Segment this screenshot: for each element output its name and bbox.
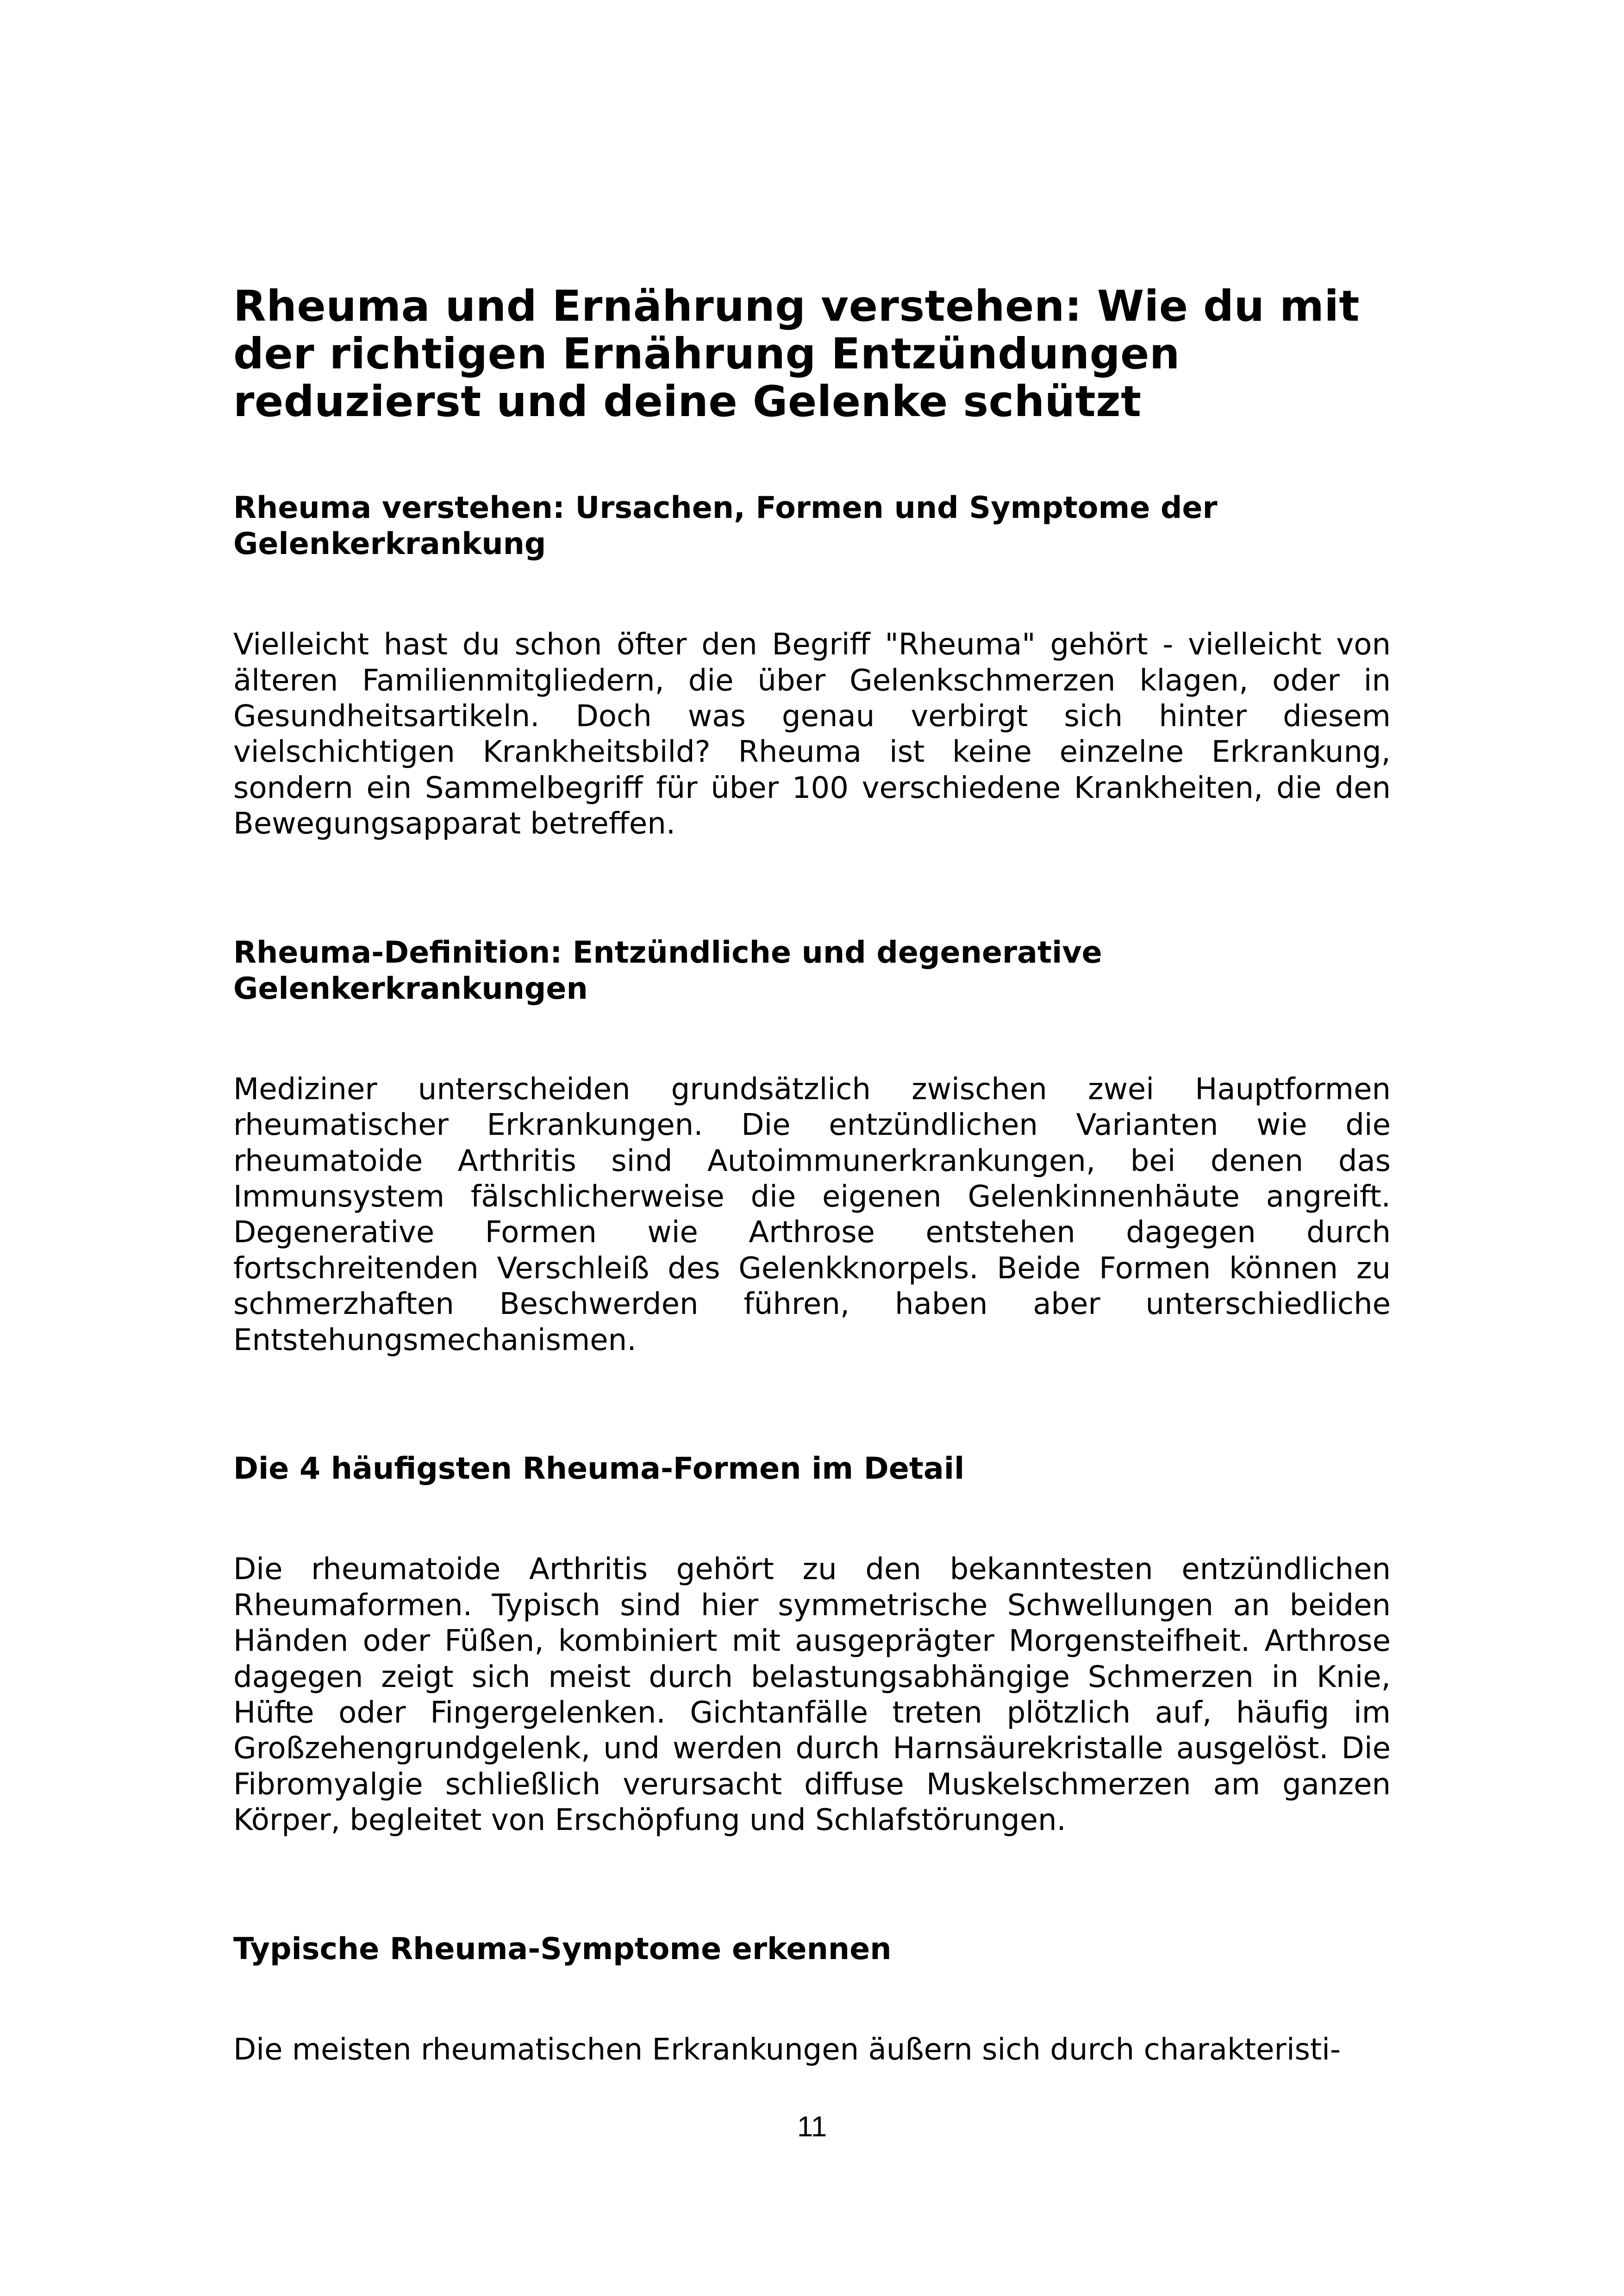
section-body-rheuma-symptome: Die meisten rheumatischen Erkrankungen äußern sich durch charakteristi-	[233, 2032, 1341, 2067]
section-body-rheuma-verstehen: Vielleicht hast du schon öfter den Begriff "Rheuma" gehört - vielleicht von älteren Familienmitgliedern, die über Gelenkschmerzen klagen, oder in Gesundheitsartikeln. Doch was genau verbirgt sich hinter diesem vielschichtigen Krankheitsbild? Rheuma ist keine einzelne Erkrankung, sondern ein Sammelbegriff für über 100 verschiedene Krankheiten, die den Bewegungsapparat betreffen.	[233, 628, 1391, 841]
section-body-rheuma-formen: Die rheumatoide Arthritis gehört zu den bekanntesten entzündlichen Rheumaformen. Typisch sind hier symmetrische Schwellungen an beiden Händen oder Füßen, kombiniert mit ausgeprägter Morgensteifheit. Arthrose dagegen zeigt sich meist durch belastungsabhängige Schmerzen in Knie, Hüfte oder Fingergelenken. Gichtanfälle treten plötzlich auf, häufig im Großzehengrundgelenk, und werden durch Harnsäurekristalle ausgelöst. Die Fibromyalgie schließlich verursacht diffuse Muskelschmerzen am ganzen Körper, begleitet von Erschöpfung und Schlafstörungen.	[233, 1552, 1391, 1838]
section-heading-rheuma-formen: Die 4 häufigsten Rheuma-Formen im Detail	[233, 1451, 965, 1487]
page-number: 11	[797, 2111, 827, 2143]
section-heading-rheuma-verstehen: Rheuma verstehen: Ursachen, Formen und Symptome der Gelenkerkrankung	[233, 491, 1218, 562]
page-content	[233, 282, 1391, 2068]
section-body-rheuma-definition: Mediziner unterscheiden grundsätzlich zwischen zwei Hauptformen rheumatischer Erkrankungen. Die entzündlichen Varianten wie die rheumatoide Arthritis sind Autoimmunerkrankungen, bei denen das Immunsystem fälschlicherweise die eigenen Gelenkinnenhäute angreift. Degenerative Formen wie Arthrose entstehen dagegen durch fortschreitenden Verschleiß des Gelenkknorpels. Beide Formen können zu schmerzhaften Beschwerden führen, haben aber unterschiedliche Entstehungsmechanismen.	[233, 1072, 1391, 1357]
section-heading-rheuma-definition: Rheuma-Definition: Entzündliche und degenerative Gelenkerkrankungen	[233, 935, 1102, 1006]
section-heading-rheuma-symptome: Typische Rheuma-Symptome erkennen	[233, 1931, 892, 1966]
page-title: Rheuma und Ernährung verstehen: Wie du mit der richtigen Ernährung Entzündungen reduzierst und deine Gelenke schützt	[233, 281, 1360, 427]
